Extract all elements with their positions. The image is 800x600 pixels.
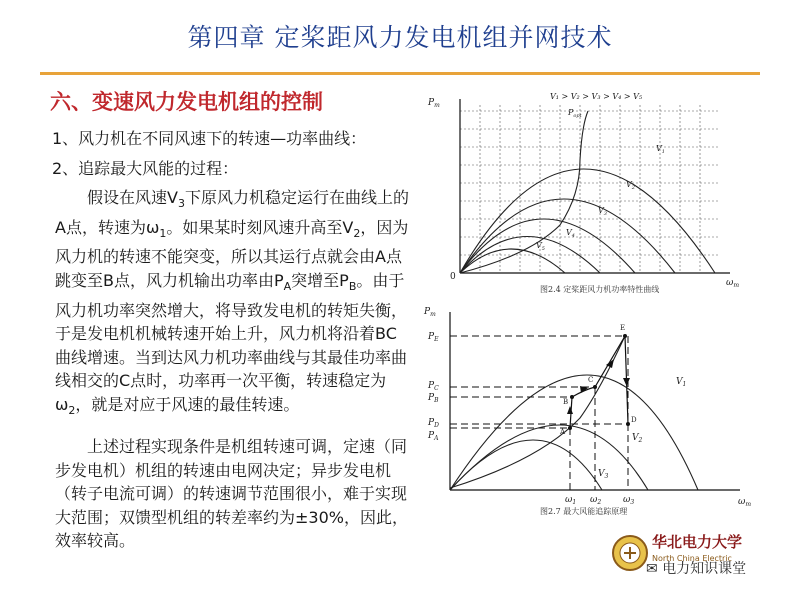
fig1-curve-v2-label: $V_2$ <box>626 180 635 191</box>
paragraph-1-subscript: B <box>348 280 357 294</box>
point-b-label: B <box>563 398 569 406</box>
fig2-caption: 图2.7 最大风能追踪原理 <box>540 507 628 516</box>
fig1-curve-v4-label: $V_4$ <box>566 228 575 239</box>
fig1-y-label: $P_m$ <box>428 98 440 109</box>
paragraph-1-subscript: 2 <box>68 403 76 417</box>
fig2-pe-label: $P_E$ <box>428 332 439 343</box>
paragraph-2-text: 上述过程实现条件是机组转速可调，定速（同步发电机）机组的转速由电网决定；异步发电机（转子电流可调）的转速调节范围很小，难于实现大范围；双馈型机组的转差率约为±30%，因此，效率较高。 <box>55 437 408 550</box>
curve-v1 <box>460 169 715 273</box>
fig2-y-label: $P_m$ <box>424 307 436 318</box>
slide-title: 第四章 定桨距风力发电机组并网技术 <box>187 23 613 52</box>
body-paragraph-1 <box>55 186 410 422</box>
paragraph-1-run: 假设在风速V <box>87 188 178 207</box>
figure-max-power-tracking <box>420 300 760 520</box>
list-item-2: 2、追踪最大风能的过程： <box>52 159 239 178</box>
fig2-pb-label: $P_B$ <box>428 393 439 404</box>
fig1-curve-v5-label: $V_5$ <box>536 241 545 252</box>
point-a-label: A <box>560 428 566 436</box>
paragraph-1-run: 突增至P <box>291 270 349 290</box>
fig1-origin: 0 <box>450 272 456 282</box>
fig2-pa-label: $P_A$ <box>428 431 439 442</box>
fig2-omega3-label: $\omega_3$ <box>623 495 635 506</box>
fig2-x-label: $\omega_m$ <box>738 497 752 508</box>
watermark-text: 电力知识课堂 <box>662 561 747 577</box>
curve-v5 <box>460 249 565 273</box>
fig2-curve-v1 <box>450 375 698 490</box>
paragraph-1-run: 。由于风力机功率突然增大，将导致发电机的转矩失衡，于是发电机机械转速开始上升，风力机将沿着BC曲线增速。当到达风力机功率曲线与其最佳功率曲线相交的C点时，功率再一次平衡，转速稳定为ω <box>55 270 408 414</box>
fig1-speed-order: V₁ > V₂ > V₃ > V₄ > V₅ <box>550 92 643 101</box>
fig1-curve-v3-label: $V_3$ <box>598 206 607 217</box>
fig1-caption: 图2.4 定桨距风力机功率特性曲线 <box>540 285 660 294</box>
paragraph-1-subscript: 2 <box>353 226 361 240</box>
paragraph-1-run: ，因为风力机的转速不能突变，所以其运行点就会由A点跳变至B点，风力机输出功率由P <box>55 217 409 290</box>
paragraph-1-run: 。如果某时刻风速升高至V <box>166 217 354 237</box>
fig1-curve-v1-label: $V_1$ <box>656 144 665 155</box>
fig2-v2-label: $V_2$ <box>632 433 643 444</box>
paragraph-1-subscript: 3 <box>177 197 185 211</box>
fig2-arrow-4 <box>623 378 630 386</box>
paragraph-1-text <box>55 186 410 422</box>
paragraph-1-subscript: 1 <box>159 226 167 240</box>
paragraph-1-subscript: A <box>283 280 292 294</box>
list-item-1: 1、风力机在不同风速下的转速—功率曲线： <box>52 129 367 148</box>
fig1-x-label: $\omega_m$ <box>726 278 740 289</box>
logo-text: 华北电力大学 <box>652 533 743 551</box>
point-c-label: C <box>588 376 594 384</box>
point-b-marker <box>570 395 574 399</box>
figure-power-speed-curves <box>420 85 760 300</box>
fig2-curve-v2 <box>450 425 648 490</box>
fig2-arrow-1 <box>567 406 573 414</box>
point-d-marker <box>626 422 630 426</box>
body-paragraph-2 <box>55 435 410 553</box>
fig2-omega1-label: $\omega_1$ <box>565 495 577 506</box>
fig2-omega2-label: $\omega_2$ <box>590 495 602 506</box>
point-a-marker <box>568 426 572 430</box>
section-heading: 六、变速风力发电机组的控制 <box>50 89 323 114</box>
paragraph-1-run: ，就是对应于风速的最佳转速。 <box>75 394 300 414</box>
fig2-v3-label: $V_3$ <box>598 469 609 480</box>
fig2-pc-label: $P_C$ <box>428 381 439 392</box>
fig2-pd-label: $P_D$ <box>428 418 439 429</box>
wechat-icon: ✉ <box>646 561 658 577</box>
watermark <box>646 558 746 578</box>
paragraph-1-run: 下原风力机稳定运行在曲线上的A点，转速为ω <box>55 188 409 237</box>
fig2-v1-label: $V_1$ <box>676 377 687 388</box>
logo-subtext: North China Electric <box>652 554 732 563</box>
title-divider <box>40 72 760 75</box>
point-e-marker <box>623 334 627 338</box>
fig1-pmax-label: $P_{opt}$ <box>568 108 582 119</box>
point-c-marker <box>593 385 597 389</box>
point-e-label: E <box>620 324 626 332</box>
point-d-label: D <box>631 416 637 424</box>
fig2-curve-v3 <box>450 440 602 490</box>
